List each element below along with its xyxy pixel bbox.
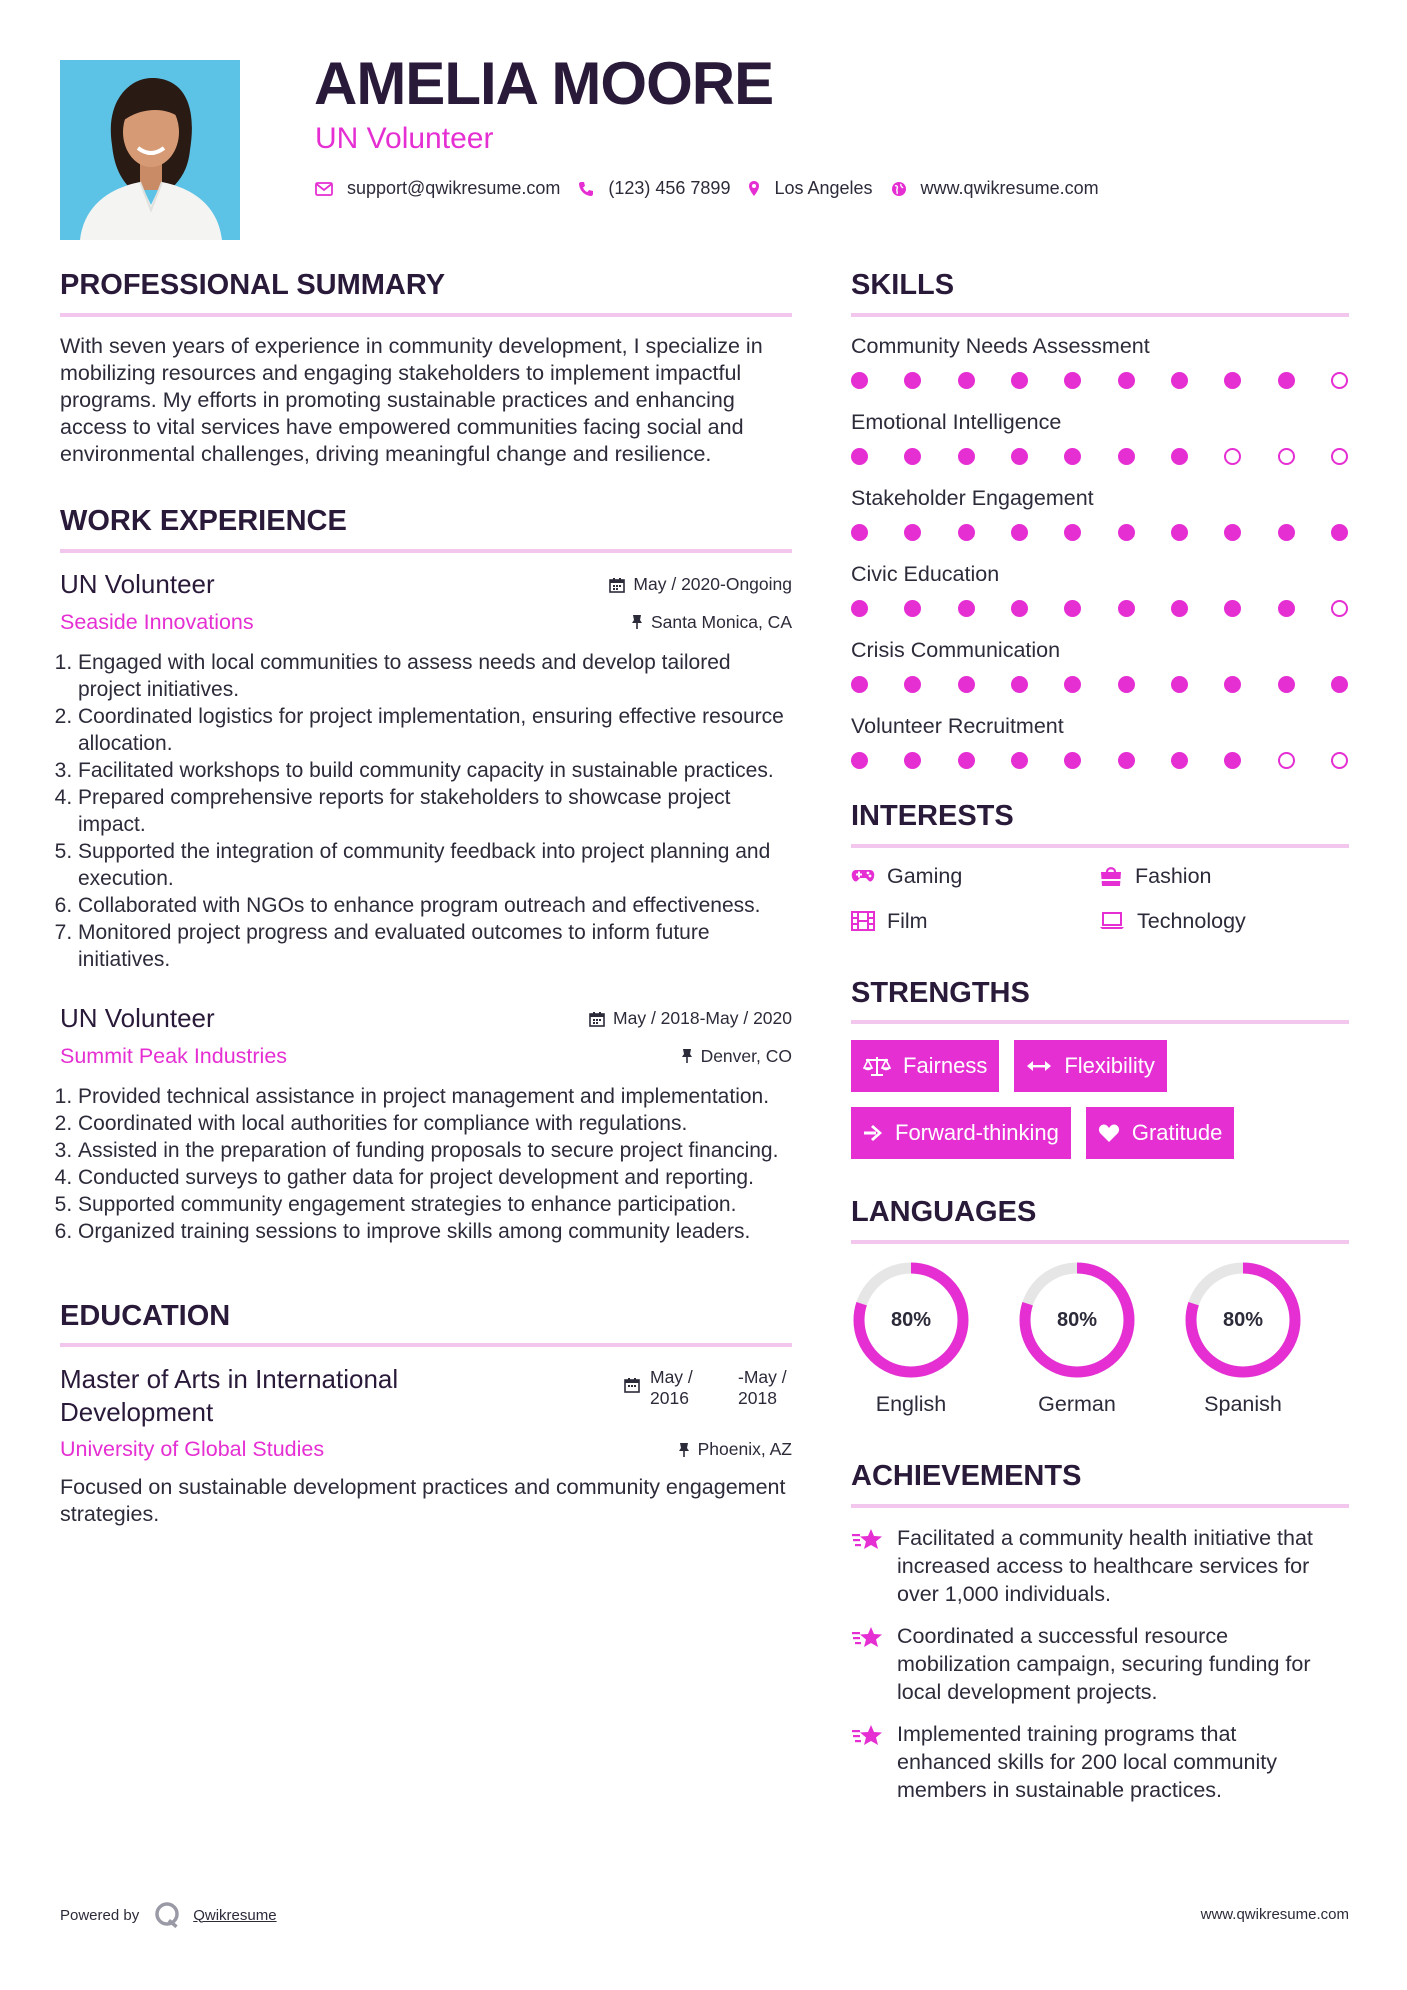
- interest-label: Gaming: [887, 863, 963, 888]
- skill-rating: [851, 524, 1348, 541]
- rating-dot-filled: [1224, 676, 1241, 693]
- left-column: [60, 268, 792, 1528]
- rating-dot-empty: [1331, 752, 1348, 769]
- education-location: [678, 1439, 792, 1460]
- rating-dot-empty: [1224, 448, 1241, 465]
- job-dates-text: May / 2020-Ongoing: [633, 574, 792, 595]
- contact-phone[interactable]: [578, 178, 730, 199]
- education-dates: [624, 1367, 792, 1409]
- rating-dot-filled: [1171, 524, 1188, 541]
- balance-scale-icon: [863, 1055, 891, 1077]
- rating-dot-empty: [1331, 600, 1348, 617]
- website-text: www.qwikresume.com: [920, 178, 1099, 198]
- section-divider: [851, 1020, 1349, 1024]
- qwikresume-logo-icon: [153, 1900, 183, 1930]
- bullet-item: 6. Collaborated with NGOs to enhance program outreach and effectiveness.: [78, 892, 792, 919]
- education-end-prefix: -: [738, 1367, 744, 1388]
- qwikresume-link[interactable]: Qwikresume: [193, 1906, 277, 1924]
- job-location: [631, 612, 792, 633]
- powered-by-text: Powered by: [60, 1906, 140, 1924]
- rating-dot-filled: [1118, 524, 1135, 541]
- skill-name: Crisis Communication: [851, 637, 1061, 662]
- bullet-item: 4. Prepared comprehensive reports for stakeholders to showcase project impact.: [78, 784, 792, 838]
- pushpin-icon: [678, 1442, 690, 1458]
- footer-powered-by: [60, 1900, 277, 1930]
- bullet-item: 2. Coordinated with local authorities for compliance with regulations.: [78, 1110, 792, 1137]
- email-text: support@qwikresume.com: [347, 178, 561, 198]
- location-text: Los Angeles: [774, 178, 873, 198]
- strength-label: Flexibility: [1064, 1053, 1155, 1079]
- rating-dot-filled: [1064, 372, 1081, 389]
- bullet-item: 1. Provided technical assistance in project management and implementation.: [78, 1083, 792, 1110]
- rating-dot-filled: [851, 676, 868, 693]
- interests-title: INTERESTS: [851, 799, 1014, 832]
- section-divider: [851, 844, 1349, 848]
- rating-dot-filled: [1331, 676, 1348, 693]
- shooting-star-icon: [851, 1722, 885, 1750]
- bullet-item: 6. Organized training sessions to improve skills among community leaders.: [78, 1218, 792, 1245]
- skills-list: [851, 333, 1349, 769]
- section-divider: [60, 549, 792, 553]
- rating-dot-filled: [851, 752, 868, 769]
- language-name: Spanish: [1204, 1392, 1282, 1417]
- rating-dot-filled: [1064, 600, 1081, 617]
- rating-dot-filled: [1011, 600, 1028, 617]
- rating-dot-filled: [904, 600, 921, 617]
- rating-dot-filled: [958, 676, 975, 693]
- strength-label: Fairness: [903, 1053, 988, 1079]
- achievements-section: [851, 1459, 1349, 1804]
- section-divider: [851, 313, 1349, 317]
- strength-tag: [1086, 1107, 1235, 1159]
- calendar-icon: [589, 1011, 605, 1027]
- skill-rating: [851, 676, 1348, 693]
- language-percent: 80%: [890, 1308, 932, 1331]
- interests-list: [851, 864, 1349, 934]
- language-item: [1017, 1260, 1137, 1417]
- calendar-icon: [624, 1377, 640, 1393]
- interest-item: [1099, 909, 1347, 934]
- candidate-name: AMELIA MOORE: [314, 50, 774, 117]
- strength-label: Gratitude: [1131, 1120, 1223, 1146]
- language-item: [1183, 1260, 1303, 1417]
- education-end: [738, 1367, 792, 1409]
- skills-section: [851, 268, 1349, 769]
- skill-rating: [851, 752, 1348, 769]
- skills-title: SKILLS: [851, 269, 955, 301]
- rating-dot-filled: [1118, 448, 1135, 465]
- achievement-text: Implemented training programs that enhanced skills for 200 local community members in sustainable practices.: [897, 1721, 1278, 1802]
- rating-dot-filled: [904, 752, 921, 769]
- rating-dot-filled: [1171, 676, 1188, 693]
- rating-dot-filled: [958, 448, 975, 465]
- language-ring: [1017, 1260, 1137, 1380]
- strength-tag: [851, 1107, 1071, 1159]
- interests-section: [851, 799, 1349, 934]
- rating-dot-filled: [1278, 524, 1295, 541]
- rating-dot-empty: [1278, 752, 1295, 769]
- rating-dot-filled: [958, 752, 975, 769]
- experience-section: [60, 504, 792, 1245]
- job-title: UN Volunteer: [60, 1002, 215, 1033]
- contact-location: [748, 178, 872, 199]
- interest-item: [1099, 864, 1347, 889]
- summary-section: [60, 268, 792, 468]
- rating-dot-filled: [1278, 676, 1295, 693]
- candidate-role: UN Volunteer: [315, 122, 494, 155]
- gamepad-icon: [851, 868, 875, 884]
- bullet-item: 3. Facilitated workshops to build community capacity in sustainable practices.: [78, 757, 792, 784]
- bullet-item: 3. Assisted in the preparation of funding proposals to secure project financing.: [78, 1137, 792, 1164]
- interest-label: Fashion: [1135, 863, 1212, 888]
- education-title: EDUCATION: [60, 1299, 231, 1332]
- language-name: German: [1038, 1392, 1116, 1417]
- language-name: English: [875, 1392, 947, 1417]
- skill-rating: [851, 372, 1348, 389]
- contact-website[interactable]: [891, 178, 1099, 199]
- rating-dot-filled: [1278, 372, 1295, 389]
- job-entry: [60, 569, 792, 973]
- rating-dot-filled: [1224, 600, 1241, 617]
- rating-dot-filled: [1331, 524, 1348, 541]
- job-title: UN Volunteer: [60, 568, 215, 599]
- phone-icon: [578, 181, 594, 197]
- summary-text: With seven years of experience in community development, I specialize in mobilizing resources and engaging stakeholders to implement impactful programs. My efforts in promoting sustainable practices and enhancing access to vital services have empowered communities facing social and environmental challenges, driving meaningful change and resilience.: [60, 333, 763, 466]
- skill-item: [851, 637, 1349, 693]
- rating-dot-filled: [851, 600, 868, 617]
- languages-list: [851, 1260, 1349, 1417]
- rating-dot-filled: [1278, 600, 1295, 617]
- rating-dot-filled: [904, 676, 921, 693]
- skill-name: Emotional Intelligence: [851, 409, 1062, 434]
- job-bullets: [60, 1083, 792, 1245]
- laptop-icon: [1099, 912, 1125, 930]
- calendar-icon: [609, 577, 625, 593]
- achievement-text: Facilitated a community health initiative that increased access to healthcare services for over 1,000 individuals.: [897, 1525, 1313, 1606]
- rating-dot-filled: [1011, 524, 1028, 541]
- languages-title: LANGUAGES: [851, 1196, 1037, 1229]
- strengths-list: [851, 1040, 1351, 1159]
- rating-dot-filled: [851, 448, 868, 465]
- job-dates: [609, 574, 792, 595]
- job-dates-text: May / 2018-May / 2020: [613, 1008, 792, 1029]
- bullet-item: 7. Monitored project progress and evaluated outcomes to inform future initiatives.: [78, 919, 792, 973]
- rating-dot-empty: [1278, 448, 1295, 465]
- job-dates: [589, 1008, 792, 1029]
- company-name: Summit Peak Industries: [60, 1043, 288, 1068]
- shooting-star-icon: [851, 1624, 885, 1652]
- skill-name: Community Needs Assessment: [851, 333, 1150, 358]
- profile-photo: [60, 60, 240, 240]
- bullet-item: 4. Conducted surveys to gather data for project development and reporting.: [78, 1164, 792, 1191]
- shopping-bag-icon: [1099, 865, 1123, 887]
- rating-dot-filled: [1011, 752, 1028, 769]
- envelope-icon: [315, 182, 333, 196]
- bullet-item: 1. Engaged with local communities to assess needs and develop tailored project initiatives.: [78, 649, 792, 703]
- rating-dot-filled: [904, 448, 921, 465]
- language-item: [851, 1260, 971, 1417]
- rating-dot-filled: [1011, 372, 1028, 389]
- shooting-star-icon: [851, 1526, 885, 1554]
- section-divider: [851, 1240, 1349, 1244]
- rating-dot-filled: [958, 600, 975, 617]
- strength-label: Forward-thinking: [895, 1120, 1059, 1146]
- degree-name: Master of Arts in International Development: [60, 1364, 399, 1428]
- rating-dot-filled: [1011, 676, 1028, 693]
- skill-item: [851, 561, 1349, 617]
- rating-dot-filled: [1118, 600, 1135, 617]
- arrows-horizontal-icon: [1026, 1059, 1052, 1073]
- achievement-item: [851, 1720, 1349, 1804]
- skill-name: Stakeholder Engagement: [851, 485, 1094, 510]
- skill-item: [851, 333, 1349, 389]
- skill-rating: [851, 600, 1348, 617]
- rating-dot-filled: [1011, 448, 1028, 465]
- achievement-item: [851, 1524, 1349, 1608]
- rating-dot-filled: [1171, 752, 1188, 769]
- education-location-text: Phoenix, AZ: [697, 1439, 792, 1460]
- globe-icon: [891, 181, 907, 197]
- bullet-item: 5. Supported the integration of community feedback into project planning and execution.: [78, 838, 792, 892]
- footer-site[interactable]: www.qwikresume.com: [1200, 1906, 1349, 1923]
- achievement-item: [851, 1622, 1349, 1706]
- heart-icon: [1098, 1123, 1120, 1143]
- rating-dot-filled: [1171, 448, 1188, 465]
- company-name: Seaside Innovations: [60, 609, 254, 634]
- language-percent: 80%: [1056, 1308, 1098, 1331]
- education-start: May / 2016: [650, 1367, 693, 1409]
- contact-email[interactable]: [315, 178, 560, 199]
- rating-dot-filled: [1171, 372, 1188, 389]
- section-divider: [851, 1504, 1349, 1508]
- strengths-title: STRENGTHS: [851, 976, 1030, 1009]
- contact-bar: [315, 178, 1117, 199]
- job-bullets: [60, 649, 792, 973]
- rating-dot-empty: [1331, 448, 1348, 465]
- skill-item: [851, 485, 1349, 541]
- interest-item: [851, 909, 1099, 934]
- education-section: [60, 1299, 792, 1529]
- education-end-text: May / 2018: [738, 1367, 787, 1409]
- skill-name: Civic Education: [851, 561, 1000, 586]
- rating-dot-filled: [1224, 752, 1241, 769]
- rating-dot-filled: [958, 524, 975, 541]
- school-name: University of Global Studies: [60, 1437, 325, 1462]
- right-column: [851, 268, 1349, 1818]
- summary-title: PROFESSIONAL SUMMARY: [60, 269, 446, 301]
- skill-name: Volunteer Recruitment: [851, 713, 1064, 738]
- rating-dot-filled: [958, 372, 975, 389]
- rating-dot-empty: [1331, 372, 1348, 389]
- job-location-text: Santa Monica, CA: [650, 611, 792, 632]
- education-description: Focused on sustainable development practices and community engagement strategies.: [60, 1475, 786, 1527]
- skill-item: [851, 713, 1349, 769]
- pushpin-icon: [681, 1048, 693, 1064]
- job-location-text: Denver, CO: [700, 1045, 792, 1066]
- strength-tag: [851, 1040, 999, 1092]
- rating-dot-filled: [851, 524, 868, 541]
- strengths-section: [851, 976, 1349, 1160]
- interest-item: [851, 864, 1099, 889]
- interest-label: Film: [887, 908, 928, 933]
- rating-dot-filled: [904, 372, 921, 389]
- interest-label: Technology: [1137, 908, 1246, 933]
- rating-dot-filled: [1064, 676, 1081, 693]
- skill-item: [851, 409, 1349, 465]
- section-divider: [60, 1343, 792, 1347]
- skill-rating: [851, 448, 1348, 465]
- rating-dot-filled: [1118, 372, 1135, 389]
- rating-dot-filled: [904, 524, 921, 541]
- rating-dot-filled: [1224, 372, 1241, 389]
- language-percent: 80%: [1222, 1308, 1264, 1331]
- rating-dot-filled: [1224, 524, 1241, 541]
- job-entry: [60, 1003, 792, 1245]
- phone-text: (123) 456 7899: [608, 178, 731, 198]
- experience-title: WORK EXPERIENCE: [60, 504, 347, 537]
- bullet-item: 5. Supported community engagement strategies to enhance participation.: [78, 1191, 792, 1218]
- achievement-text: Coordinated a successful resource mobilization campaign, securing funding for local development projects.: [897, 1623, 1311, 1704]
- bullet-item: 2. Coordinated logistics for project implementation, ensuring effective resource allocation.: [78, 703, 792, 757]
- rating-dot-filled: [851, 372, 868, 389]
- language-ring: [851, 1260, 971, 1380]
- rating-dot-filled: [1064, 524, 1081, 541]
- languages-section: [851, 1195, 1349, 1417]
- job-location: [681, 1046, 792, 1067]
- rating-dot-filled: [1064, 752, 1081, 769]
- rating-dot-filled: [1118, 676, 1135, 693]
- map-pin-icon: [748, 180, 760, 197]
- section-divider: [60, 313, 792, 317]
- language-ring: [1183, 1260, 1303, 1380]
- achievements-title: ACHIEVEMENTS: [851, 1460, 1082, 1493]
- strength-tag: [1014, 1040, 1166, 1092]
- rating-dot-filled: [1171, 600, 1188, 617]
- rating-dot-filled: [1118, 752, 1135, 769]
- arrow-right-icon: [863, 1124, 883, 1142]
- rating-dot-filled: [1064, 448, 1081, 465]
- pushpin-icon: [631, 614, 643, 630]
- film-icon: [851, 911, 875, 931]
